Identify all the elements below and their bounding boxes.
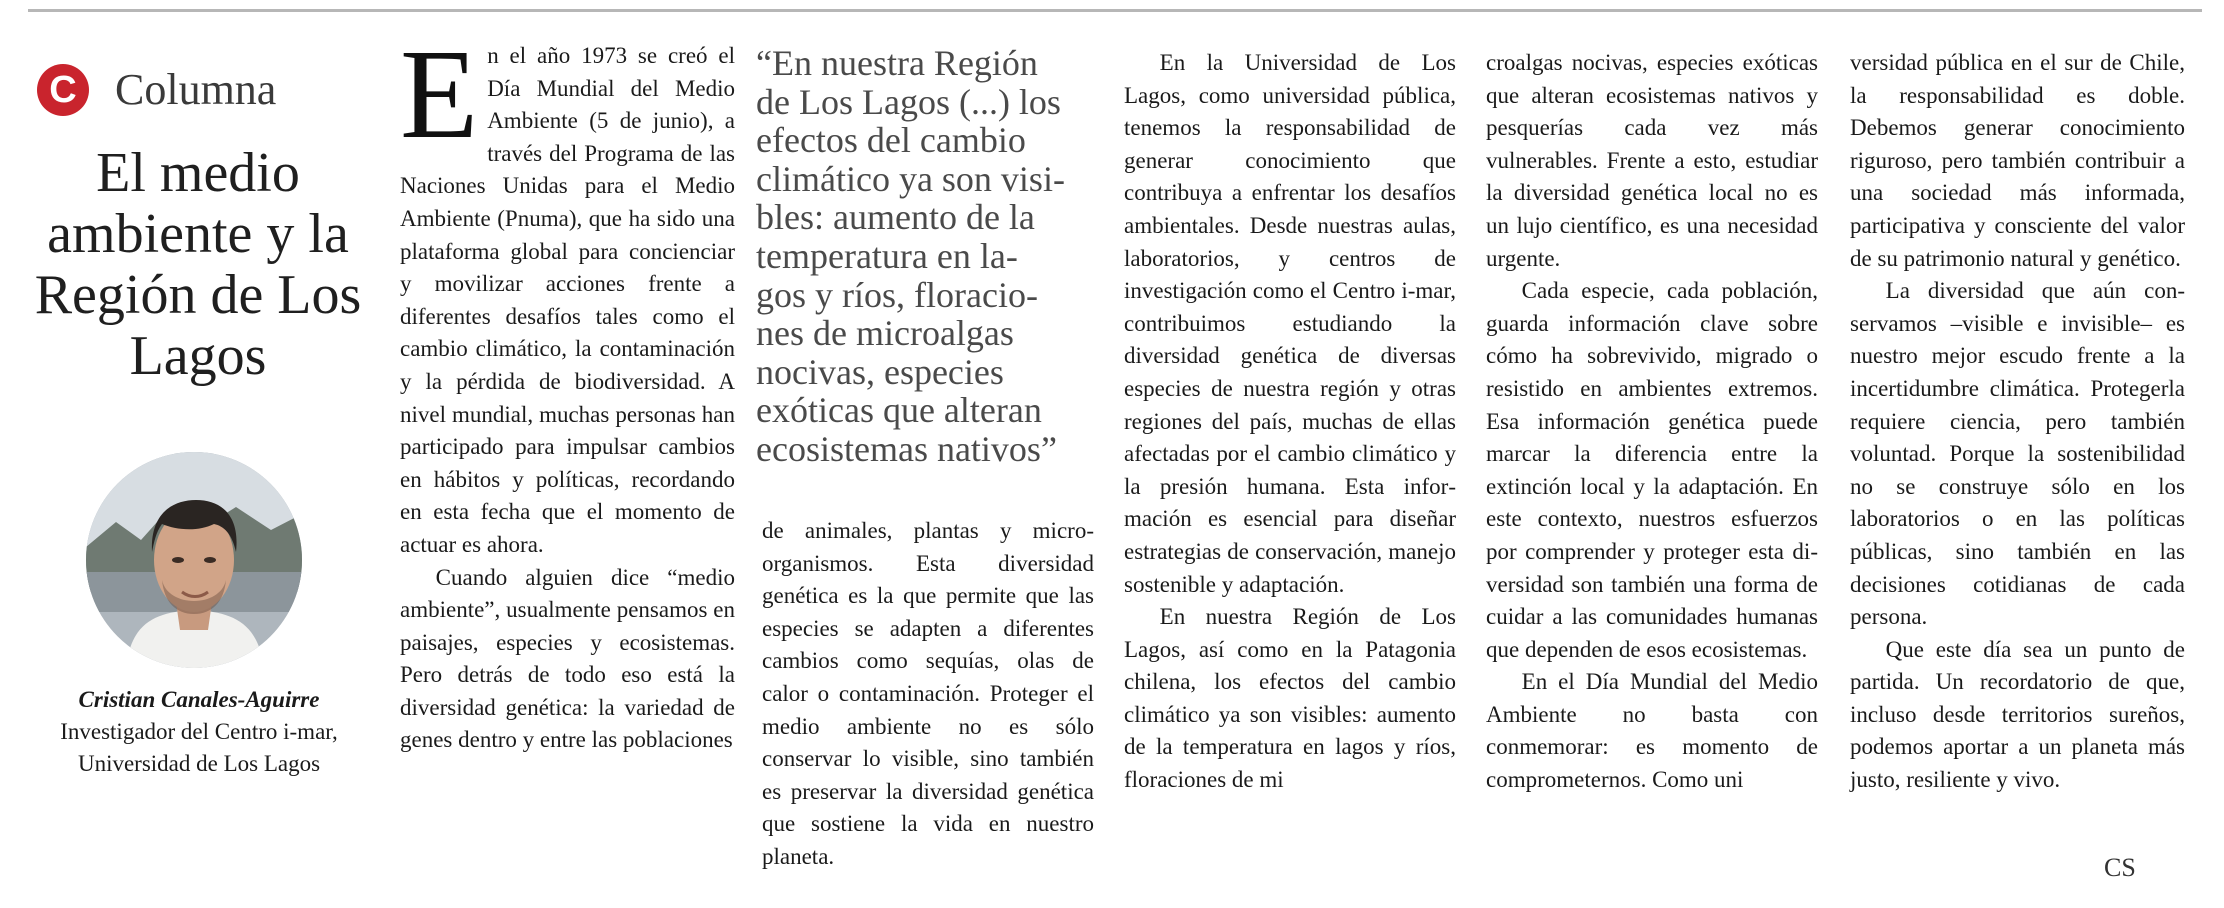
paragraph-2-start: Cuando alguien dice “medio ambiente”, usualmente pensamos en paisajes, especies y ecosistemas. Pero detrás de todo eso está la diversidad genética: la variedad de genes dentro y entre las poblaciones <box>400 564 735 753</box>
headline: El medio ambiente y la Región de Los Lagos <box>34 142 362 387</box>
author-role-line1: Investigador del Centro i-mar, <box>60 719 338 744</box>
paragraph-1-text: n el año 1973 se creó el Día Mundial del Medio Ambiente (5 de junio), a través del Programa de las Naciones Unidas para el Medio Ambiente (Pnuma), que ha sido una plataforma global para concienciar y movilizar acciones frente a diferentes desafíos tales como el cambio climático, la contaminación y la pérdida de biodiversidad. A nivel mundial, muchas personas han participado para impulsar cambios en hábitos y políticas, recordando en esta fecha que el momento de actuar es ahora. <box>400 43 735 557</box>
paragraph-7: La diversidad que aún conservamos –visible e invisible– es nuestro mejor escudo frente a la incertidumbre climática. Protegerla requiere ciencia, pero también voluntad. Porque la sostenibilidad no se construye sólo en los laboratorios o en las políticas públicas, sino también en las decisiones cotidianas de cada persona. <box>1850 278 2185 630</box>
pull-quote-line: temperatura en la- <box>756 235 1018 276</box>
top-rule <box>28 9 2202 12</box>
paragraph-3: En la Universidad de Los Lagos, como universidad pública, tenemos la responsabilidad de generar conocimiento que contribuya a enfrentar los desafíos ambientales. Desde nuestras aulas, laboratorios, y centros de investigación como el Centro i-mar, contribuimos estudiando la diversidad genética de diversas especies de nuestra región y otras regiones del país, muchas de ellas afectadas por el cambio climático y la presión humana. Esta información es esencial para diseñar estrategias de conservación, manejo sostenible y adaptación. <box>1124 50 1456 597</box>
pull-quote <box>756 44 1074 469</box>
end-mark-icon: CS <box>2104 853 2136 882</box>
section-badge-icon: C <box>37 64 89 116</box>
author-role-line2: Universidad de Los Lagos <box>77 751 321 776</box>
pull-quote-line: nes de microalgas <box>756 313 1014 354</box>
pull-quote-line: de Los Lagos (...) los <box>756 81 1061 122</box>
article-column-3 <box>1124 47 1456 797</box>
author-role <box>0 716 398 780</box>
article-column-5 <box>1850 47 2185 797</box>
article-column-1 <box>400 23 735 757</box>
author-avatar <box>86 452 302 668</box>
pull-quote-line: exóticas que alteran <box>756 390 1042 431</box>
author-name: Cristian Canales-Aguirre <box>78 687 320 712</box>
paragraph-2-end: de animales, plantas y microorganismos. Esta diversidad genética es la que permite que las especies se adapten a diferentes cambios como sequías, olas de calor o contaminación. Proteger el medio ambiente no es sólo conservar lo visible, sino también es preservar la diversidad genética que sostiene la vida en nuestro planeta. <box>762 518 1094 869</box>
paragraph-4-end: croalgas nocivas, especies exóticas que alteran ecosistemas nativos y pesquerías cada vez más vulnerables. Frente a esto, estudiar la diversidad genética local no es un lujo científico, es una necesidad urgente. <box>1486 50 1818 271</box>
section-name: Columna <box>115 65 277 114</box>
paragraph-6-end: versidad pública en el sur de Chile, la responsabilidad es doble. Debemos generar conocimiento riguroso, pero también contribuir a una sociedad más informada, participativa y consciente del valor de su patrimonio natural y genético. <box>1850 50 2185 271</box>
pull-quote-line: gos y ríos, floracio- <box>756 274 1038 315</box>
paragraph-8: Que este día sea un punto de partida. Un recordatorio de que, incluso desde territorios sureños, podemos aportar a un planeta más justo, resiliente y vivo. <box>1850 636 2185 793</box>
article-column-4 <box>1486 47 1818 797</box>
paragraph-4-start: En nuestra Región de Los Lagos, así como en la Patagonia chilena, los efectos del cambio climático ya son visibles: aumento de la temperatura en lagos y ríos, floraciones de mi <box>1124 604 1456 793</box>
pull-quote-line: ecosistemas nativos” <box>756 428 1057 469</box>
pull-quote-line: bles: aumento de la <box>756 197 1035 238</box>
pull-quote-line: nocivas, especies <box>756 351 1004 392</box>
article-column-2 <box>762 515 1094 874</box>
paragraph-1 <box>400 23 735 562</box>
drop-cap: E <box>400 23 479 165</box>
pull-quote-line: “En nuestra Región <box>756 43 1038 83</box>
paragraph-5: Cada especie, cada población, guarda información clave sobre cómo ha sobrevivido, migrado o resistido en ambientes extremos. Esa información genética puede marcar la diferencia entre la extinción local y la adaptación. En este contexto, nuestros esfuerzos por comprender y proteger esta diversidad son también una forma de cuidar a las comunidades humanas que dependen de esos ecosistemas. <box>1486 278 1818 662</box>
paragraph-6-start: En el Día Mundial del Medio Ambiente no basta con conmemorar: es momento de comprometernos. Como uni <box>1486 669 1818 793</box>
pull-quote-line: efectos del cambio <box>756 120 1026 161</box>
pull-quote-line: climático ya son visi- <box>756 158 1065 199</box>
